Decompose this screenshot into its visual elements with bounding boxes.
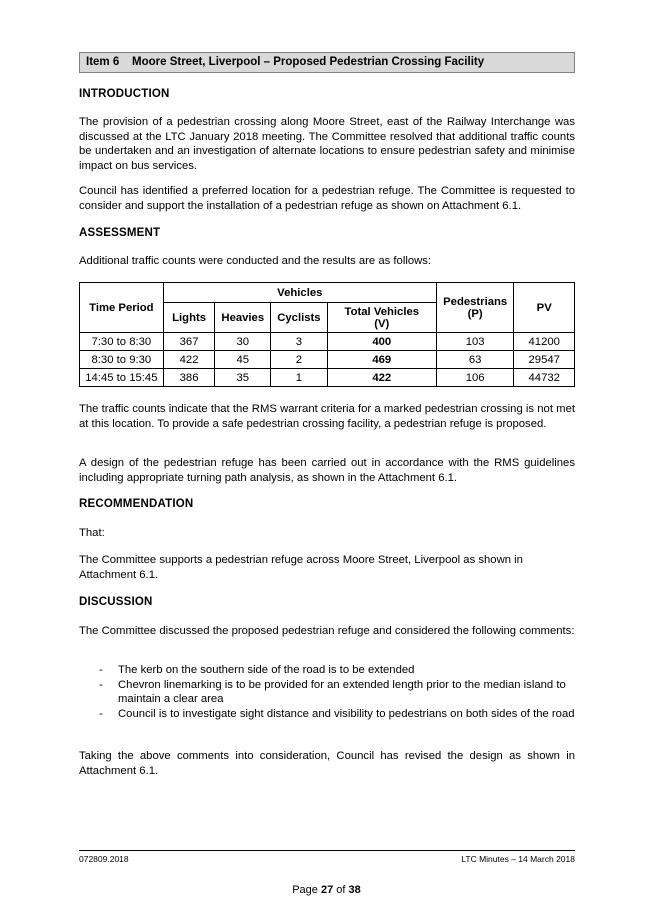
header-time-period: Time Period <box>80 283 164 333</box>
list-item <box>79 663 575 678</box>
footer-doc-id: 072809.2018 <box>79 854 129 864</box>
cell-time: 14:45 to 15:45 <box>80 369 164 387</box>
page-number: Page 27 of 38 <box>292 884 361 896</box>
header-cyclists: Cyclists <box>271 303 328 333</box>
introduction-heading: INTRODUCTION <box>79 88 170 100</box>
item-header <box>79 52 575 73</box>
traffic-counts-table <box>79 282 575 387</box>
page-current: 27 <box>320 884 334 896</box>
cell-lights: 386 <box>163 369 215 387</box>
recommendation-that: That: <box>79 527 105 539</box>
list-item-text: Chevron linemarking is to be provided for an extended length prior to the median island to maintain a clear area <box>118 678 566 706</box>
assessment-heading: ASSESSMENT <box>79 227 161 239</box>
list-item <box>79 678 575 707</box>
footer-divider <box>79 850 575 851</box>
cell-cyclists: 1 <box>271 369 328 387</box>
table-row <box>80 333 575 351</box>
item-title: Moore Street, Liverpool – Proposed Pedestrian Crossing Facility <box>132 56 485 68</box>
introduction-paragraph-1: The provision of a pedestrian crossing along Moore Street, east of the Railway Interchange was discussed at the LTC January 2018 meeting. The Committee resolved that additional traffic counts be undertaken and an investigation of alternate locations to ensure pedestrian safety and minimise impact on bus services. <box>79 116 575 172</box>
cell-pv: 44732 <box>514 369 575 387</box>
cell-pedestrians: 103 <box>436 333 514 351</box>
list-bullet: - <box>99 707 103 720</box>
cell-total: 400 <box>327 333 436 351</box>
header-total-vehicles: Total Vehicles (V) <box>327 303 436 333</box>
list-item-text: Council is to investigate sight distance and visibility to pedestrians on both sides of the road <box>118 707 575 720</box>
list-bullet: - <box>99 678 103 691</box>
table-row <box>80 351 575 369</box>
footer-meeting: LTC Minutes – 14 March 2018 <box>461 854 575 864</box>
discussion-closing: Taking the above comments into consideration, Council has revised the design as shown in Attachment 6.1. <box>79 750 575 777</box>
cell-lights: 422 <box>163 351 215 369</box>
assessment-paragraph-1: The traffic counts indicate that the RMS warrant criteria for a marked pedestrian crossing is not met at this location. To provide a safe pedestrian crossing facility, a pedestrian refuge is proposed. <box>79 403 575 430</box>
discussion-intro: The Committee discussed the proposed pedestrian refuge and considered the following comments: <box>79 625 575 637</box>
cell-pv: 41200 <box>514 333 575 351</box>
discussion-heading: DISCUSSION <box>79 596 153 608</box>
header-vehicles: Vehicles <box>163 283 436 303</box>
introduction-paragraph-2: Council has identified a preferred location for a pedestrian refuge. The Committee is requested to consider and support the installation of a pedestrian refuge as shown on Attachment 6.1. <box>79 185 575 212</box>
header-lights: Lights <box>163 303 215 333</box>
table-row <box>80 369 575 387</box>
cell-cyclists: 2 <box>271 351 328 369</box>
header-pedestrians: Pedestrians (P) <box>436 283 514 333</box>
cell-heavies: 30 <box>215 333 271 351</box>
list-bullet: - <box>99 664 103 676</box>
item-number: Item 6 <box>86 56 120 68</box>
cell-total: 469 <box>327 351 436 369</box>
cell-lights: 367 <box>163 333 215 351</box>
cell-time: 8:30 to 9:30 <box>80 351 164 369</box>
page-total: 38 <box>348 884 361 896</box>
assessment-paragraph-2: A design of the pedestrian refuge has been carried out in accordance with the RMS guidelines including appropriate turning path analysis, as shown in the Attachment 6.1. <box>79 457 575 484</box>
header-heavies: Heavies <box>215 303 271 333</box>
cell-time: 7:30 to 8:30 <box>80 333 164 351</box>
recommendation-heading: RECOMMENDATION <box>79 498 194 510</box>
assessment-intro: Additional traffic counts were conducted and the results are as follows: <box>79 255 432 267</box>
cell-pv: 29547 <box>514 351 575 369</box>
cell-total: 422 <box>327 369 436 387</box>
cell-pedestrians: 106 <box>436 369 514 387</box>
cell-cyclists: 3 <box>271 333 328 351</box>
recommendation-text: The Committee supports a pedestrian refuge across Moore Street, Liverpool as shown in Attachment 6.1. <box>79 554 523 581</box>
cell-pedestrians: 63 <box>436 351 514 369</box>
cell-heavies: 45 <box>215 351 271 369</box>
list-item <box>79 707 575 722</box>
list-item-text: The kerb on the southern side of the road is to be extended <box>118 664 415 676</box>
cell-heavies: 35 <box>215 369 271 387</box>
header-pv: PV <box>514 283 575 333</box>
discussion-comment-list <box>79 663 575 721</box>
